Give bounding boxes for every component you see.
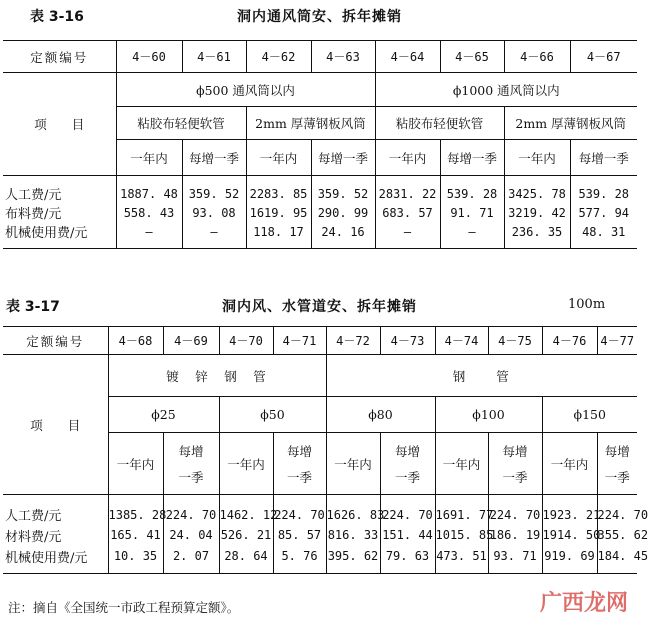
table17-period-line: 一季	[502, 469, 528, 485]
table16-item-label: 项 目	[3, 73, 116, 176]
table17-period: 一年内	[435, 433, 488, 495]
table16-code: 4－66	[504, 41, 570, 73]
table16-sub: 粘胶布轻便软管	[375, 107, 504, 140]
table17-period-line: 一季	[286, 469, 312, 485]
table16-cell: —	[375, 222, 440, 248]
table16-row-label: 布料费/元	[5, 207, 62, 222]
table17-cell: 395. 62	[326, 546, 380, 573]
table16-code: 4－65	[440, 41, 504, 73]
table17-cell: 184. 45	[597, 546, 637, 573]
table17-quota-label: 定额编号	[26, 333, 85, 349]
table16-cell: 683. 57	[375, 203, 440, 222]
table17-cell: 1462. 12	[219, 495, 273, 525]
table17-cell: 1626. 83	[326, 495, 380, 525]
table17-code: 4－76	[542, 327, 597, 355]
table17-period-line: 每增	[394, 443, 420, 459]
table16-period: 一年内	[504, 140, 570, 176]
table17-code: 4－72	[326, 327, 380, 355]
table16-title: 洞内通风筒安、拆年摊销	[237, 9, 402, 25]
table17-group1: 镀 锌 钢 管	[108, 355, 326, 397]
table17-code: 4－74	[435, 327, 488, 355]
table17-cell: 224. 70	[380, 495, 435, 525]
table17-row-label: 人工费/元	[5, 509, 62, 524]
table17-code: 4－71	[273, 327, 326, 355]
table16-cell: 577. 94	[570, 203, 637, 222]
table16-period: 每增一季	[440, 140, 504, 176]
table17-row-label: 机械使用费/元	[5, 550, 88, 566]
table17-cell: 10. 35	[108, 546, 163, 573]
table17-row-label: 材料费/元	[5, 529, 62, 545]
table16-cell: 539. 28	[440, 176, 504, 204]
table17-code: 4－70	[219, 327, 273, 355]
table16-sub: 粘胶布轻便软管	[116, 107, 246, 140]
table16-code: 4－61	[182, 41, 246, 73]
table16-cell: 290. 99	[311, 203, 375, 222]
table17-cell: 473. 51	[435, 546, 488, 573]
table16-code: 4－60	[116, 41, 182, 73]
table17-size: ϕ25	[108, 397, 219, 433]
table17-period-line: 一季	[604, 469, 630, 485]
table17-period: 一年内	[219, 433, 273, 495]
table16-code: 4－62	[246, 41, 311, 73]
table17-code: 4－73	[380, 327, 435, 355]
table16-cell: —	[440, 222, 504, 248]
table16-cell: 359. 52	[311, 176, 375, 204]
table16-period: 每增一季	[182, 140, 246, 176]
table16-period: 一年内	[116, 140, 182, 176]
table17-period: 一年内	[326, 433, 380, 495]
table17-group2: 钢 管	[326, 355, 637, 397]
table16-period: 每增一季	[311, 140, 375, 176]
table17-period-line: 每增	[604, 443, 630, 459]
table17-cell: 224. 70	[273, 495, 326, 525]
table16-number: 表 3-16	[30, 9, 84, 25]
table16-period: 一年内	[246, 140, 311, 176]
table17-period-line: 一季	[178, 469, 204, 485]
table17-cell: 816. 33	[326, 524, 380, 546]
table17-cell: 1015. 85	[435, 524, 488, 546]
table17-period: 一年内	[108, 433, 163, 495]
table17-period	[163, 433, 219, 495]
table17-size: ϕ100	[435, 397, 542, 433]
table16-cell: 539. 28	[570, 176, 637, 204]
table17-cell: 1914. 50	[542, 524, 597, 546]
table16-cell: —	[116, 222, 182, 248]
table16-cell: 1887. 48	[116, 176, 182, 204]
table17-period-line: 每增	[286, 443, 312, 459]
table16-period: 每增一季	[570, 140, 637, 176]
table16-cell: 1619. 95	[246, 203, 311, 222]
table17-cell: 24. 04	[163, 524, 219, 546]
table17-item-label: 项 目	[3, 355, 108, 495]
table16-cell: 3219. 42	[504, 203, 570, 222]
table16-sub: 2mm 厚薄钢板风筒	[504, 107, 637, 140]
table16-cell: 2283. 85	[246, 176, 311, 204]
table17-size: ϕ50	[219, 397, 326, 433]
table16-cell: 236. 35	[504, 222, 570, 248]
table17-cell: 2. 07	[163, 546, 219, 573]
table16-group1: ϕ500 通风筒以内	[116, 73, 375, 107]
table17-cell: 85. 57	[273, 524, 326, 546]
table17-code: 4－69	[163, 327, 219, 355]
table16-cell: 93. 08	[182, 203, 246, 222]
table17-cell: 186. 19	[488, 524, 542, 546]
table16-cell: 91. 71	[440, 203, 504, 222]
watermark-logo: 广西龙网	[539, 591, 628, 616]
table17-period-line: 每增	[178, 443, 204, 459]
table16-cell: 118. 17	[246, 222, 311, 248]
table16-period: 一年内	[375, 140, 440, 176]
table17	[3, 326, 648, 574]
table17-cell: 1385. 28	[108, 495, 163, 525]
table17-size: ϕ80	[326, 397, 435, 433]
table17-period	[273, 433, 326, 495]
table17-cell: 165. 41	[108, 524, 163, 546]
table17-cell: 224. 70	[597, 495, 637, 525]
table17-cell: 151. 44	[380, 524, 435, 546]
table17-period	[380, 433, 435, 495]
table16-cell: 558. 43	[116, 203, 182, 222]
table17-cell: 1923. 21	[542, 495, 597, 525]
table17-cell: 355. 62	[597, 524, 637, 546]
table16-row-label: 机械使用费/元	[5, 226, 88, 242]
table16-cell: 359. 52	[182, 176, 246, 204]
table17-size: ϕ150	[542, 397, 637, 433]
table17-period-line: 一季	[394, 469, 420, 485]
table16-quota-label: 定额编号	[30, 49, 89, 65]
table17-unit: 100m	[568, 297, 606, 312]
table17-cell: 1691. 77	[435, 495, 488, 525]
table16-sub: 2mm 厚薄钢板风筒	[246, 107, 375, 140]
table17-period: 一年内	[542, 433, 597, 495]
table16-code: 4－63	[311, 41, 375, 73]
table17-period	[488, 433, 542, 495]
table16-cell: 3425. 78	[504, 176, 570, 204]
table17-cell: 5. 76	[273, 546, 326, 573]
table17-title: 洞内风、水管道安、拆年摊销	[222, 299, 417, 315]
table17-period-line: 每增	[502, 443, 528, 459]
table16-cell: 2831. 22	[375, 176, 440, 204]
table16-row-label: 人工费/元	[5, 188, 62, 203]
table16-code: 4－64	[375, 41, 440, 73]
table16	[3, 40, 637, 249]
table17-period	[597, 433, 637, 495]
table17-code: 4－75	[488, 327, 542, 355]
table17-code: 4－77	[597, 327, 637, 355]
table17-cell: 224. 70	[488, 495, 542, 525]
table16-cell: —	[182, 222, 246, 248]
table17-cell: 28. 64	[219, 546, 273, 573]
table16-cell: 24. 16	[311, 222, 375, 248]
table17-number: 表 3-17	[6, 299, 60, 315]
table17-cell: 526. 21	[219, 524, 273, 546]
footnote: 注：摘自《全国统一市政工程预算定额》。	[8, 600, 240, 615]
table16-code: 4－67	[570, 41, 637, 73]
table17-cell: 919. 69	[542, 546, 597, 573]
table17-cell: 79. 63	[380, 546, 435, 573]
table16-cell: 48. 31	[570, 222, 637, 248]
table17-cell: 93. 71	[488, 546, 542, 573]
table17-cell: 224. 70	[163, 495, 219, 525]
table17-code: 4－68	[108, 327, 163, 355]
table16-group2: ϕ1000 通风筒以内	[375, 73, 637, 107]
